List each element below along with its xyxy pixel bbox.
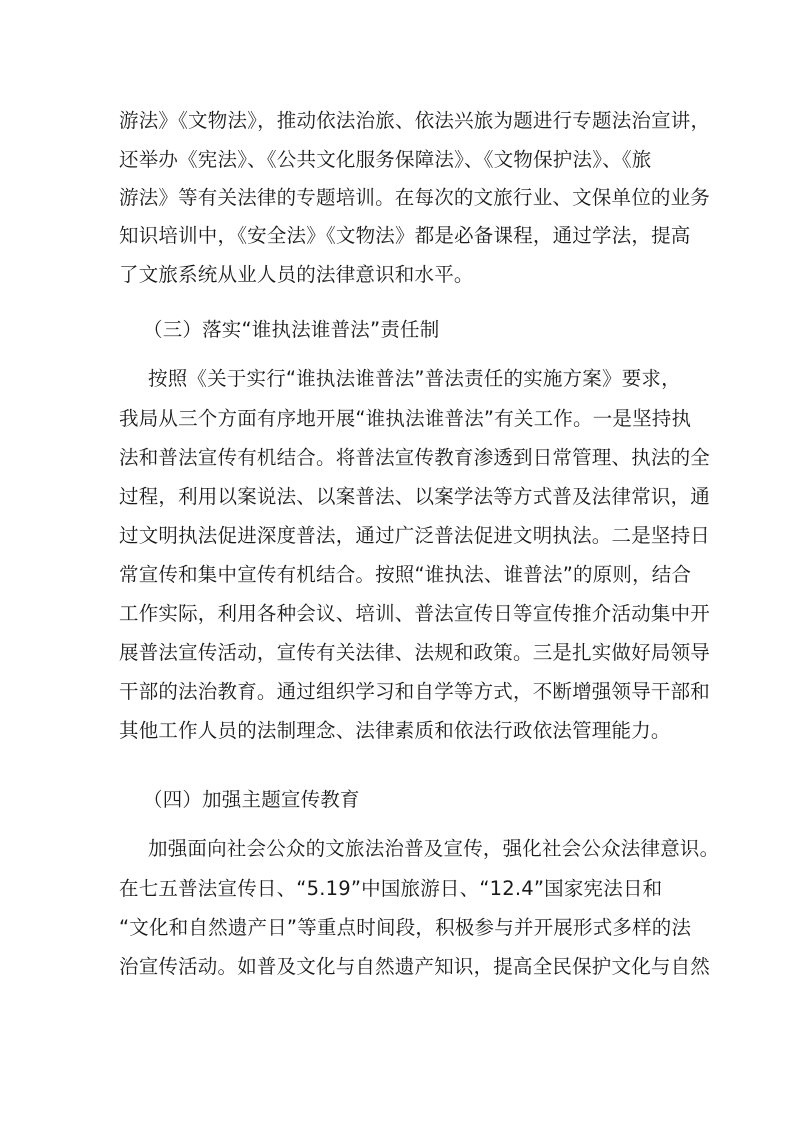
text-line: 我局从三个方面有序地开展“谁执法谁普法”有关工作。一是坚持执 [119,407,692,430]
text-line: 治宣传活动。如普及文化与自然遗产知识，提高全民保护文化与自然 [119,955,711,978]
text-line: 干部的法治教育。通过组织学习和自学等方式，不断增强领导干部和 [119,680,711,703]
text-line: 常宣传和集中宣传有机结合。按照“谁执法、谁普法”的原则，结合 [119,563,692,586]
text-line: 游法》《文物法》，推动依法治旅、依法兴旅为题进行专题法治宣讲， [119,109,711,132]
text-line: 法和普法宣传有机结合。将普法宣传教育渗透到日常管理、执法的全 [119,446,711,469]
section-heading-3: （三）落实“谁执法谁普法”责任制 [143,318,440,341]
text-line: “文化和自然遗产日”等重点时间段，积极参与并开展形式多样的法 [119,916,692,939]
text-line: 知识培训中，《安全法》《文物法》都是必备课程，通过学法，提高 [119,224,691,247]
text-line: 展普法宣传活动，宣传有关法律、法规和政策。三是扎实做好局领导 [119,641,711,664]
text-line: 按照《关于实行“谁执法谁普法”普法责任的实施方案》要求， [148,367,681,390]
text-line: 加强面向社会公众的文旅法治普及宣传，强化社会公众法律意识。 [148,837,720,860]
text-line: 游法》等有关法律的专题培训。在每次的文旅行业、文保单位的业务 [119,186,711,209]
text-line: 过文明执法促进深度普法，通过广泛普法促进文明执法。二是坚持日 [119,524,711,547]
text-line: 工作实际，利用各种会议、培训、普法宣传日等宣传推介活动集中开 [119,602,711,625]
text-line: 还举办《宪法》、《公共文化服务保障法》、《文物保护法》、《旅 [119,148,652,171]
text-line: 其他工作人员的法制理念、法律素质和依法行政依法管理能力。 [119,719,671,742]
text-line: 在七五普法宣传日、“5.19”中国旅游日、“12.4”国家宪法日和 [119,877,663,900]
text-line: 过程，利用以案说法、以案普法、以案学法等方式普及法律常识，通 [119,485,711,508]
text-line: 了文旅系统从业人员的法律意识和水平。 [119,263,474,286]
section-heading-4: （四）加强主题宣传教育 [143,788,360,811]
